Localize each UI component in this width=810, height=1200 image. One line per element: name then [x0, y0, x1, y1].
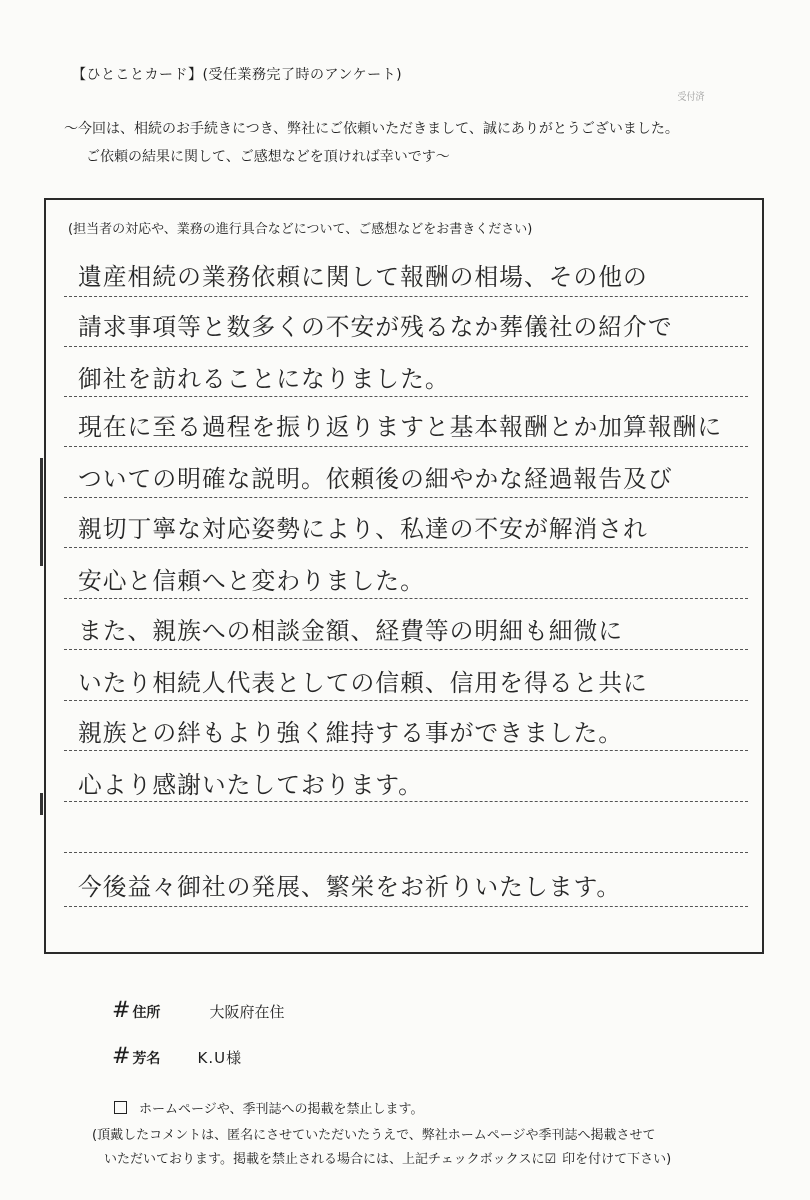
- handwritten-line: 親族との絆もより強く維持する事ができました。: [78, 719, 624, 747]
- dashed-rule: [64, 396, 748, 397]
- handwritten-line: ついての明確な説明。依頼後の細やかな経過報告及び: [78, 465, 673, 493]
- handwritten-line: 遺産相続の業務依頼に関して報酬の相場、その他の: [78, 263, 648, 291]
- name-row: [112, 1044, 242, 1069]
- intro-text-line-2: ご依頼の結果に関して、ご感想などを頂ければ幸いです～: [86, 149, 450, 165]
- handwritten-line: また、親族への相談金額、経費等の明細も細微に: [78, 617, 624, 645]
- handwritten-line: 現在に至る過程を振り返りますと基本報酬とか加算報酬に: [78, 413, 723, 441]
- hash-mark: #: [112, 1044, 131, 1069]
- card-title: 【ひとことカード】(受任業務完了時のアンケート): [72, 67, 403, 83]
- dashed-rule: [64, 906, 748, 907]
- handwritten-line: 親切丁寧な対応姿勢により、私達の不安が解消され: [78, 515, 648, 543]
- publication-optout-row: [114, 1098, 423, 1117]
- footer-note-line-2: いただいております。掲載を禁止される場合には、上記チェックボックスに☑ 印を付けて下さい): [104, 1152, 672, 1167]
- scan-edge-mark: [40, 793, 43, 815]
- dashed-rule: [64, 497, 748, 498]
- address-row: [112, 998, 285, 1023]
- name-label: # 芳名: [112, 1044, 161, 1069]
- scan-edge-mark: [40, 458, 43, 566]
- dashed-rule: [64, 700, 748, 701]
- dashed-rule: [64, 296, 748, 297]
- check-mark-icon: ☑: [544, 1152, 557, 1167]
- optout-label: ホームページや、季刊誌への掲載を禁止します。: [139, 1102, 424, 1117]
- handwritten-line: 請求事項等と数多くの不安が残るなか葬儀社の紹介で: [78, 313, 673, 341]
- intro-text-line-1: ～今回は、相続のお手続きにつき、弊社にご依頼いただきまして、誠にありがとうございました。: [64, 121, 679, 137]
- dashed-rule: [64, 547, 748, 548]
- dashed-rule: [64, 346, 748, 347]
- optout-checkbox[interactable]: [114, 1101, 127, 1114]
- footer-note-line-1: (頂戴したコメントは、匿名にさせていただいたうえで、弊社ホームページや季刊誌へ掲載させて: [92, 1128, 656, 1143]
- handwritten-line: 今後益々御社の発展、繁栄をお祈りいたします。: [78, 873, 622, 901]
- dashed-rule: [64, 852, 748, 853]
- dashed-rule: [64, 750, 748, 751]
- dashed-rule: [64, 801, 748, 802]
- address-value: 大阪府在住: [209, 1003, 285, 1021]
- name-value: K.U様: [197, 1049, 243, 1067]
- received-stamp: 受付済: [677, 92, 705, 103]
- comment-prompt: (担当者の対応や、業務の進行具合などについて、ご感想などをお書きください): [68, 222, 533, 237]
- handwritten-line: いたり相続人代表としての信頼、信用を得ると共に: [78, 669, 648, 697]
- handwritten-line: 安心と信頼へと変わりました。: [78, 567, 425, 595]
- dashed-rule: [64, 598, 748, 599]
- handwritten-line: 御社を訪れることになりました。: [78, 365, 450, 393]
- address-label: # 住所: [112, 998, 161, 1023]
- hash-mark: #: [112, 998, 131, 1023]
- dashed-rule: [64, 649, 748, 650]
- handwritten-line: 心より感謝いたしております。: [78, 771, 423, 799]
- dashed-rule: [64, 446, 748, 447]
